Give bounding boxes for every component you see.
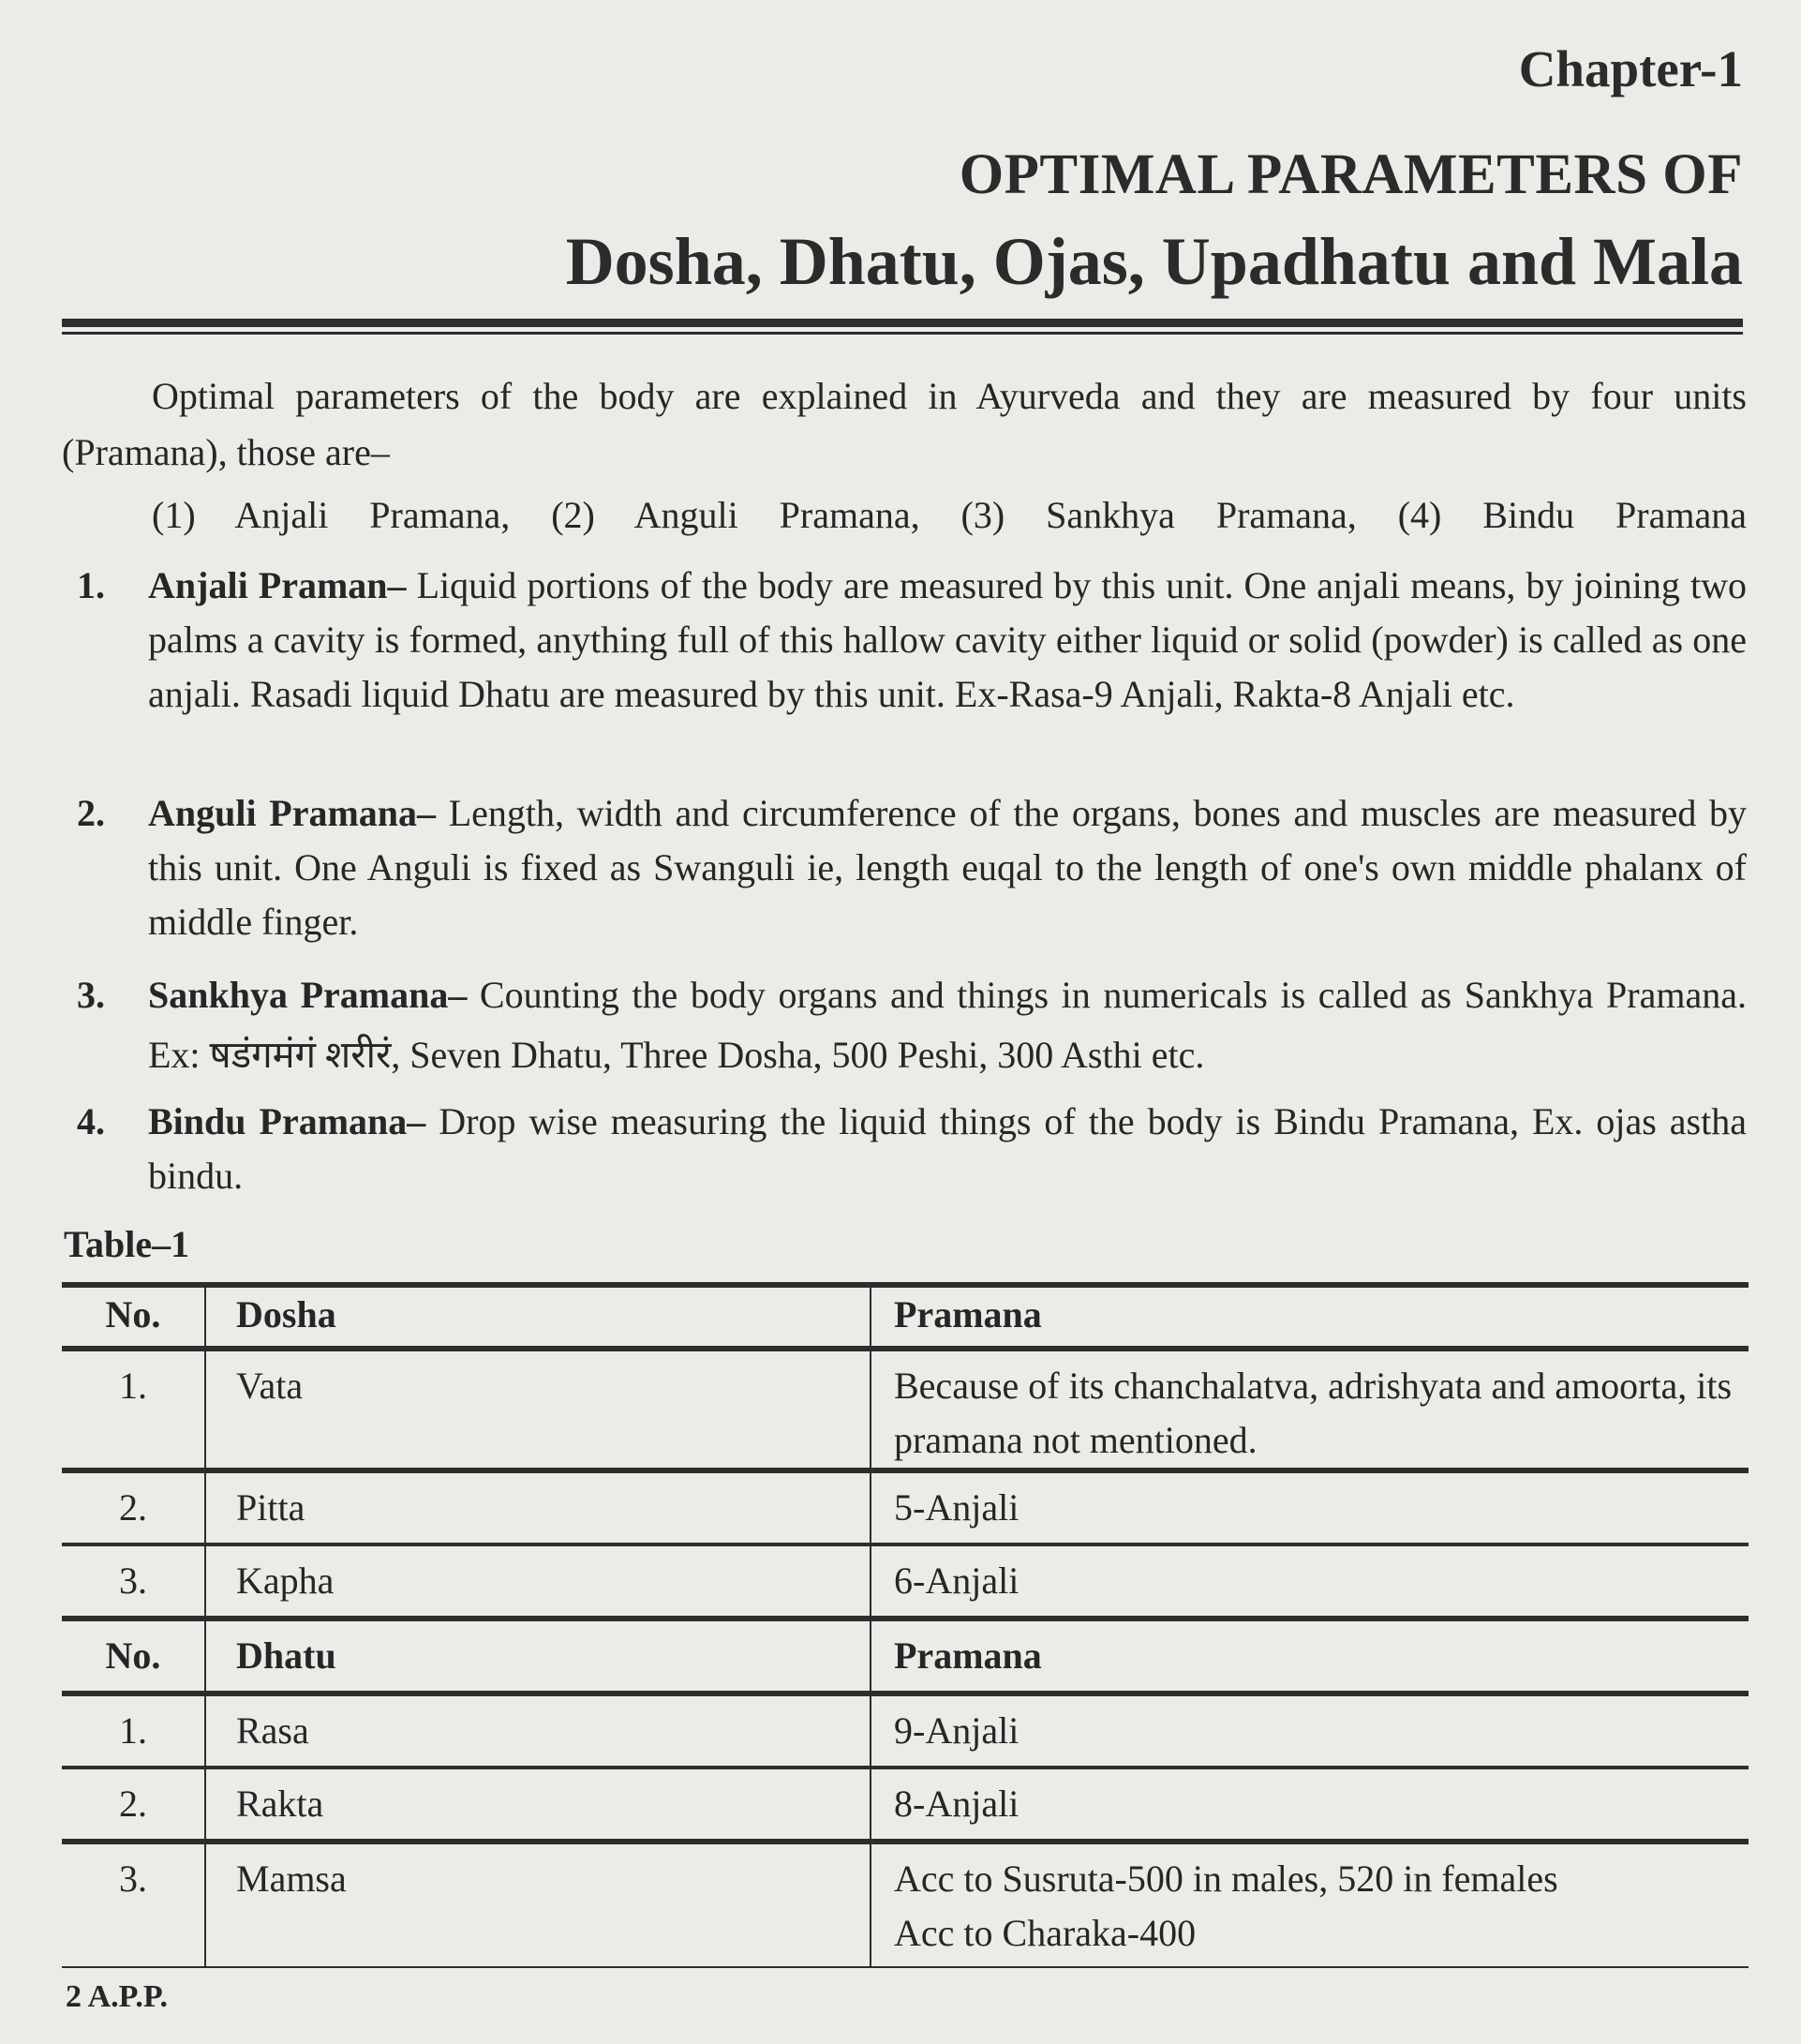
item-heading: Anjali Praman– bbox=[148, 564, 407, 606]
table-cell: Rasa bbox=[205, 1693, 871, 1768]
item-heading: Sankhya Pramana– bbox=[148, 974, 468, 1016]
table-cell: 2. bbox=[62, 1470, 205, 1544]
table-cell: Because of its chanchalatva, adrishyata and amoorta, its pramana not mentioned. bbox=[871, 1349, 1749, 1470]
parameters-table bbox=[62, 1282, 1749, 1968]
list-item bbox=[77, 786, 1747, 949]
item-heading: Bindu Pramana– bbox=[148, 1100, 426, 1142]
table-row bbox=[62, 1544, 1749, 1619]
header-cell: No. bbox=[62, 1285, 205, 1349]
list-item bbox=[77, 559, 1747, 722]
table-title: Table–1 bbox=[64, 1223, 190, 1265]
table-cell: Pitta bbox=[205, 1470, 871, 1544]
item-text: Counting the body organs and things in numericals is called as Sankhya Pramana. Ex: षडंगमंगं शरीरं, Seven Dhatu, Three Dosha, 500 Peshi, 300 Asthi etc. bbox=[148, 974, 1747, 1076]
header-cell: No. bbox=[62, 1619, 205, 1693]
table-cell: Kapha bbox=[205, 1544, 871, 1619]
item-number: 2. bbox=[77, 792, 105, 834]
mamsa-susruta-text: Acc to Susruta-500 in males, 520 in females bbox=[894, 1858, 1558, 1900]
table-cell: Vata bbox=[205, 1349, 871, 1470]
title-line-2: Dosha, Dhatu, Ojas, Upadhatu and Mala bbox=[565, 224, 1743, 299]
table-cell: 1. bbox=[62, 1693, 205, 1768]
table-cell bbox=[871, 1842, 1749, 1967]
table-cell: 3. bbox=[62, 1544, 205, 1619]
table-row bbox=[62, 1768, 1749, 1842]
table-row bbox=[62, 1693, 1749, 1768]
table-row bbox=[62, 1349, 1749, 1470]
mamsa-charaka-text: Acc to Charaka-400 bbox=[894, 1912, 1197, 1954]
table-cell: Mamsa bbox=[205, 1842, 871, 1967]
intro-paragraph: Optimal parameters of the body are explained in Ayurveda and they are measured by four units (Pramana), those are– bbox=[62, 375, 1747, 473]
table-cell: 6-Anjali bbox=[871, 1544, 1749, 1619]
title-rule-thin bbox=[62, 332, 1743, 335]
title-line-1: OPTIMAL PARAMETERS OF bbox=[959, 143, 1743, 206]
item-number: 4. bbox=[77, 1100, 105, 1142]
table-cell: 9-Anjali bbox=[871, 1693, 1749, 1768]
header-cell: Dhatu bbox=[205, 1619, 871, 1693]
chapter-label: Chapter-1 bbox=[1518, 40, 1743, 97]
table-header-row bbox=[62, 1619, 1749, 1693]
table-cell: 8-Anjali bbox=[871, 1768, 1749, 1842]
list-item bbox=[77, 1095, 1747, 1203]
item-text: Drop wise measuring the liquid things of the body is Bindu Pramana, Ex. ojas astha bindu. bbox=[148, 1100, 1747, 1197]
table-cell: 5-Anjali bbox=[871, 1470, 1749, 1544]
units-list: (1) Anjali Pramana, (2) Anguli Pramana, (3) Sankhya Pramana, (4) Bindu Pramana bbox=[152, 494, 1747, 536]
table-header-row bbox=[62, 1285, 1749, 1349]
title-rule-thick bbox=[62, 319, 1743, 327]
item-heading: Anguli Pramana– bbox=[148, 792, 437, 834]
header-cell: Pramana bbox=[871, 1619, 1749, 1693]
item-text: Liquid portions of the body are measured by this unit. One anjali means, by joining two palms a cavity is formed, anything full of this hallow cavity either liquid or solid (powder) is called as one anjali. Rasadi liquid Dhatu are measured by this unit. Ex-Rasa-9 Anjali, Rakta-8 Anjali etc. bbox=[148, 564, 1748, 715]
page-footer: 2 A.P.P. bbox=[66, 1979, 168, 2014]
item-number: 1. bbox=[77, 564, 105, 606]
item-number: 3. bbox=[77, 974, 105, 1016]
table-cell: 3. bbox=[62, 1842, 205, 1967]
list-item bbox=[77, 965, 1747, 1085]
table-cell: Rakta bbox=[205, 1768, 871, 1842]
header-cell: Pramana bbox=[871, 1285, 1749, 1349]
table-cell: 2. bbox=[62, 1768, 205, 1842]
table-cell: 1. bbox=[62, 1349, 205, 1470]
header-cell: Dosha bbox=[205, 1285, 871, 1349]
table-row bbox=[62, 1842, 1749, 1967]
item-text: Length, width and circumference of the organs, bones and muscles are measured by this unit. One Anguli is fixed as Swanguli ie, length euqal to the length of one's own middle phalanx of middle finger. bbox=[148, 792, 1747, 943]
table-row bbox=[62, 1470, 1749, 1544]
